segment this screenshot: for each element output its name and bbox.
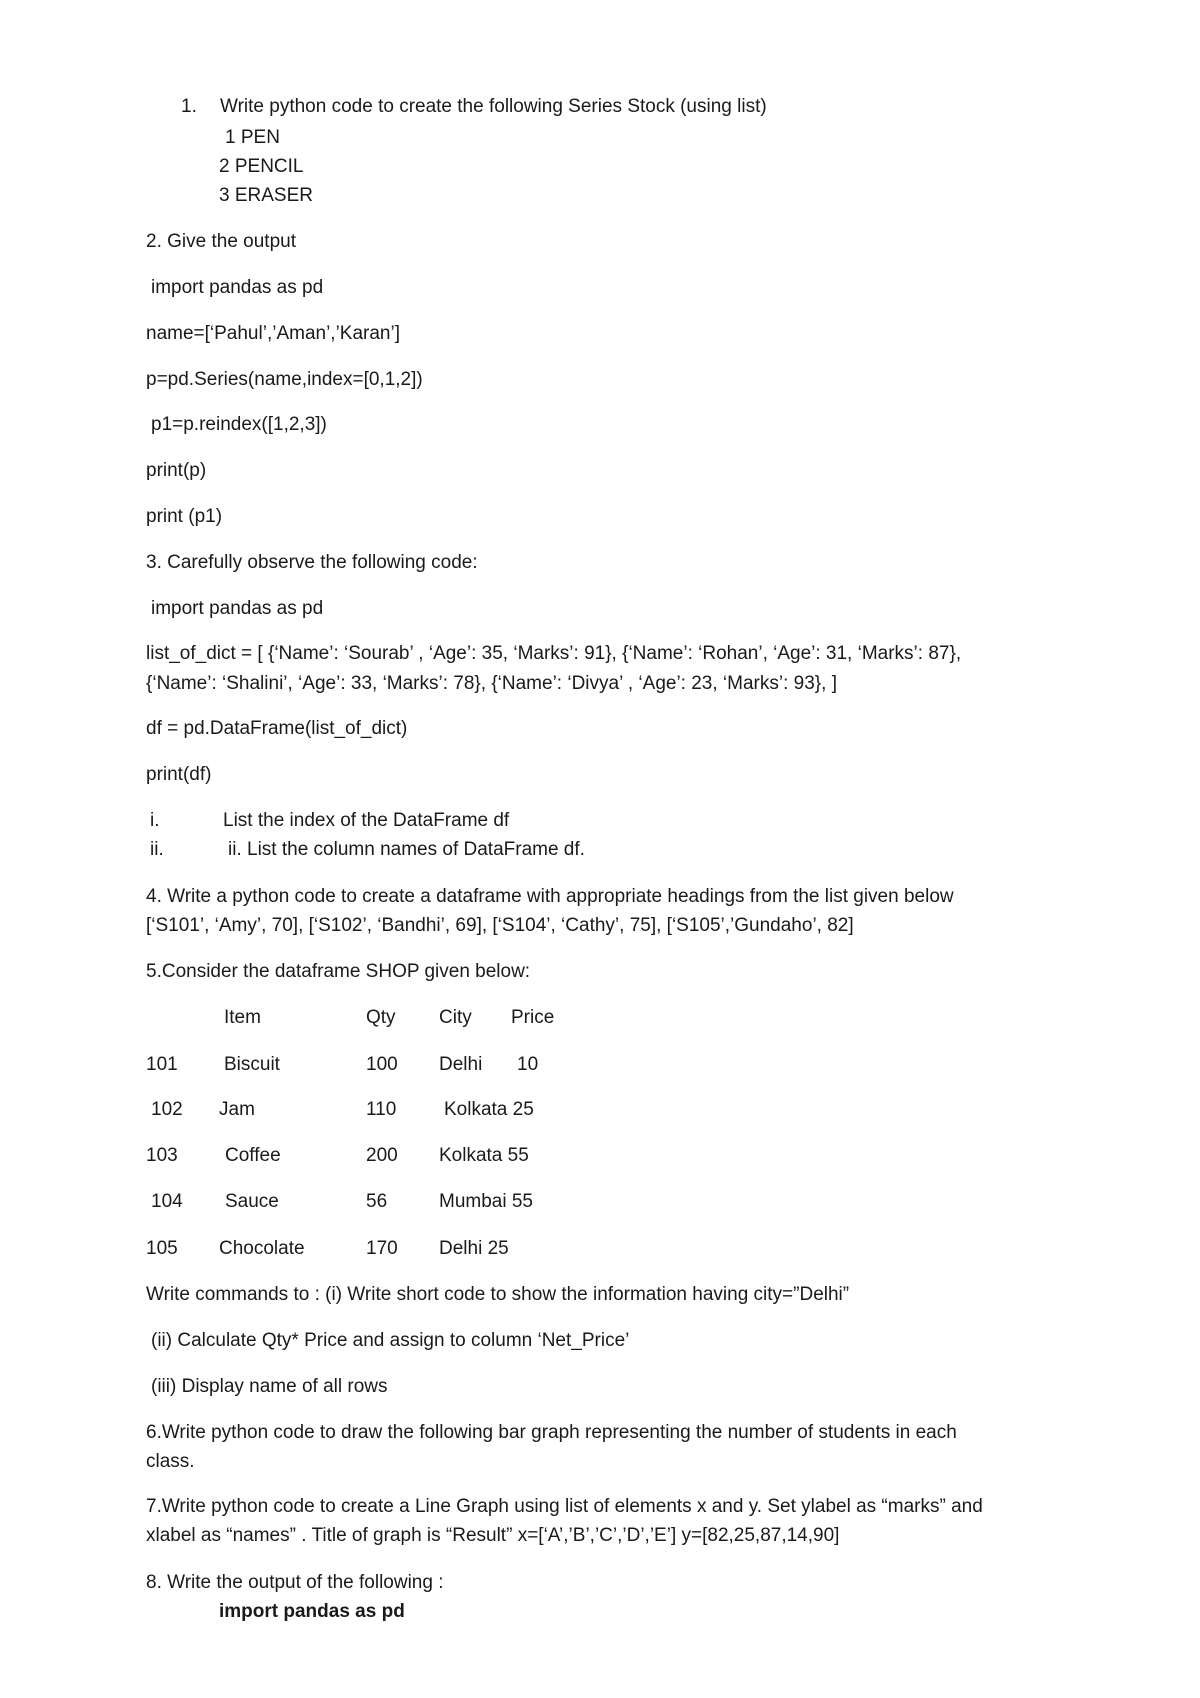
- table-cell-index: 101: [146, 1054, 178, 1075]
- q7-line: xlabel as “names” . Title of graph is “Result” x=[‘A’,’B’,’C’,’D’,’E’] y=[82,25,87,14,90]: [146, 1525, 840, 1546]
- q2-code-line: p=pd.Series(name,index=[0,1,2]): [146, 369, 423, 390]
- table-cell-item: Biscuit: [224, 1054, 280, 1075]
- q2-code-line: import pandas as pd: [151, 277, 324, 298]
- table-header-qty: Qty: [366, 1007, 396, 1028]
- q1-text: Write python code to create the following Series Stock (using list): [220, 96, 767, 117]
- table-cell-item: Coffee: [225, 1145, 281, 1166]
- q2-heading: 2. Give the output: [146, 231, 296, 252]
- table-header-item: Item: [224, 1007, 261, 1028]
- q3-code-line: list_of_dict = [ {‘Name’: ‘Sourab’ , ‘Age’: 35, ‘Marks’: 91}, {‘Name’: ‘Rohan’, ‘Age’: 31, ‘Marks’: 87},: [146, 643, 962, 664]
- q6-line: class.: [146, 1451, 195, 1472]
- q3-sub-number: i.: [150, 810, 160, 831]
- q3-code-line: print(df): [146, 764, 212, 785]
- q3-sub-number: ii.: [150, 839, 164, 860]
- q1-number: 1.: [181, 96, 197, 117]
- q2-code-line: p1=p.reindex([1,2,3]): [151, 414, 327, 435]
- table-cell-city-price: Mumbai 55: [439, 1191, 533, 1212]
- q3-sub-text: List the index of the DataFrame df: [223, 810, 510, 831]
- table-cell-item: Jam: [219, 1099, 255, 1120]
- q1-item-3: 3 ERASER: [219, 185, 313, 206]
- q7-line: 7.Write python code to create a Line Graph using list of elements x and y. Set ylabel as “marks” and: [146, 1496, 983, 1517]
- table-cell-index: 105: [146, 1238, 178, 1259]
- q6-line: 6.Write python code to draw the following bar graph representing the number of students in each: [146, 1422, 957, 1443]
- table-cell-city-price: Kolkata 55: [439, 1145, 529, 1166]
- q5-command: Write commands to : (i) Write short code to show the information having city=”Delhi”: [146, 1284, 850, 1305]
- table-header-city: City: [439, 1007, 472, 1028]
- q1-item-1: 1 PEN: [225, 127, 280, 148]
- table-cell-index: 104: [151, 1191, 183, 1212]
- q3-sub-text: ii. List the column names of DataFrame df.: [228, 839, 585, 860]
- q3-code-line: {‘Name’: ‘Shalini’, ‘Age’: 33, ‘Marks’: 78}, {‘Name’: ‘Divya’ , ‘Age’: 23, ‘Marks’: 93}, ]: [146, 673, 837, 694]
- table-cell-city-price: Delhi 25: [439, 1238, 509, 1259]
- q4-line: [‘S101’, ‘Amy’, 70], [‘S102’, ‘Bandhi’, 69], [‘S104’, ‘Cathy’, 75], [‘S105’,’Gundaho’, 82]: [146, 915, 854, 936]
- table-cell-qty: 56: [366, 1191, 388, 1212]
- q8-code-line: import pandas as pd: [219, 1601, 405, 1622]
- table-cell-city-price: Kolkata 25: [444, 1099, 534, 1120]
- q8-heading: 8. Write the output of the following :: [146, 1572, 444, 1593]
- q3-code-line: import pandas as pd: [151, 598, 324, 619]
- table-cell-item: Sauce: [225, 1191, 279, 1212]
- q3-code-line: df = pd.DataFrame(list_of_dict): [146, 718, 408, 739]
- q1-item-2: 2 PENCIL: [219, 156, 304, 177]
- table-cell-qty: 110: [366, 1099, 397, 1120]
- q5-heading: 5.Consider the dataframe SHOP given below:: [146, 961, 531, 982]
- table-cell-city: Delhi: [439, 1054, 483, 1075]
- q2-code-line: name=[‘Pahul’,’Aman’,’Karan’]: [146, 323, 400, 344]
- q2-code-line: print (p1): [146, 506, 223, 527]
- table-cell-qty: 200: [366, 1145, 398, 1166]
- table-cell-qty: 170: [366, 1238, 398, 1259]
- table-cell-item: Chocolate: [219, 1238, 305, 1259]
- q3-heading: 3. Carefully observe the following code:: [146, 552, 478, 573]
- q5-command: (iii) Display name of all rows: [151, 1376, 388, 1397]
- table-header-price: Price: [511, 1007, 555, 1028]
- table-cell-index: 103: [146, 1145, 178, 1166]
- q4-line: 4. Write a python code to create a dataframe with appropriate headings from the list given below: [146, 886, 954, 907]
- q5-command: (ii) Calculate Qty* Price and assign to column ‘Net_Price’: [151, 1330, 630, 1351]
- table-cell-index: 102: [151, 1099, 183, 1120]
- table-cell-qty: 100: [366, 1054, 398, 1075]
- q2-code-line: print(p): [146, 460, 207, 481]
- table-cell-price: 10: [517, 1054, 539, 1075]
